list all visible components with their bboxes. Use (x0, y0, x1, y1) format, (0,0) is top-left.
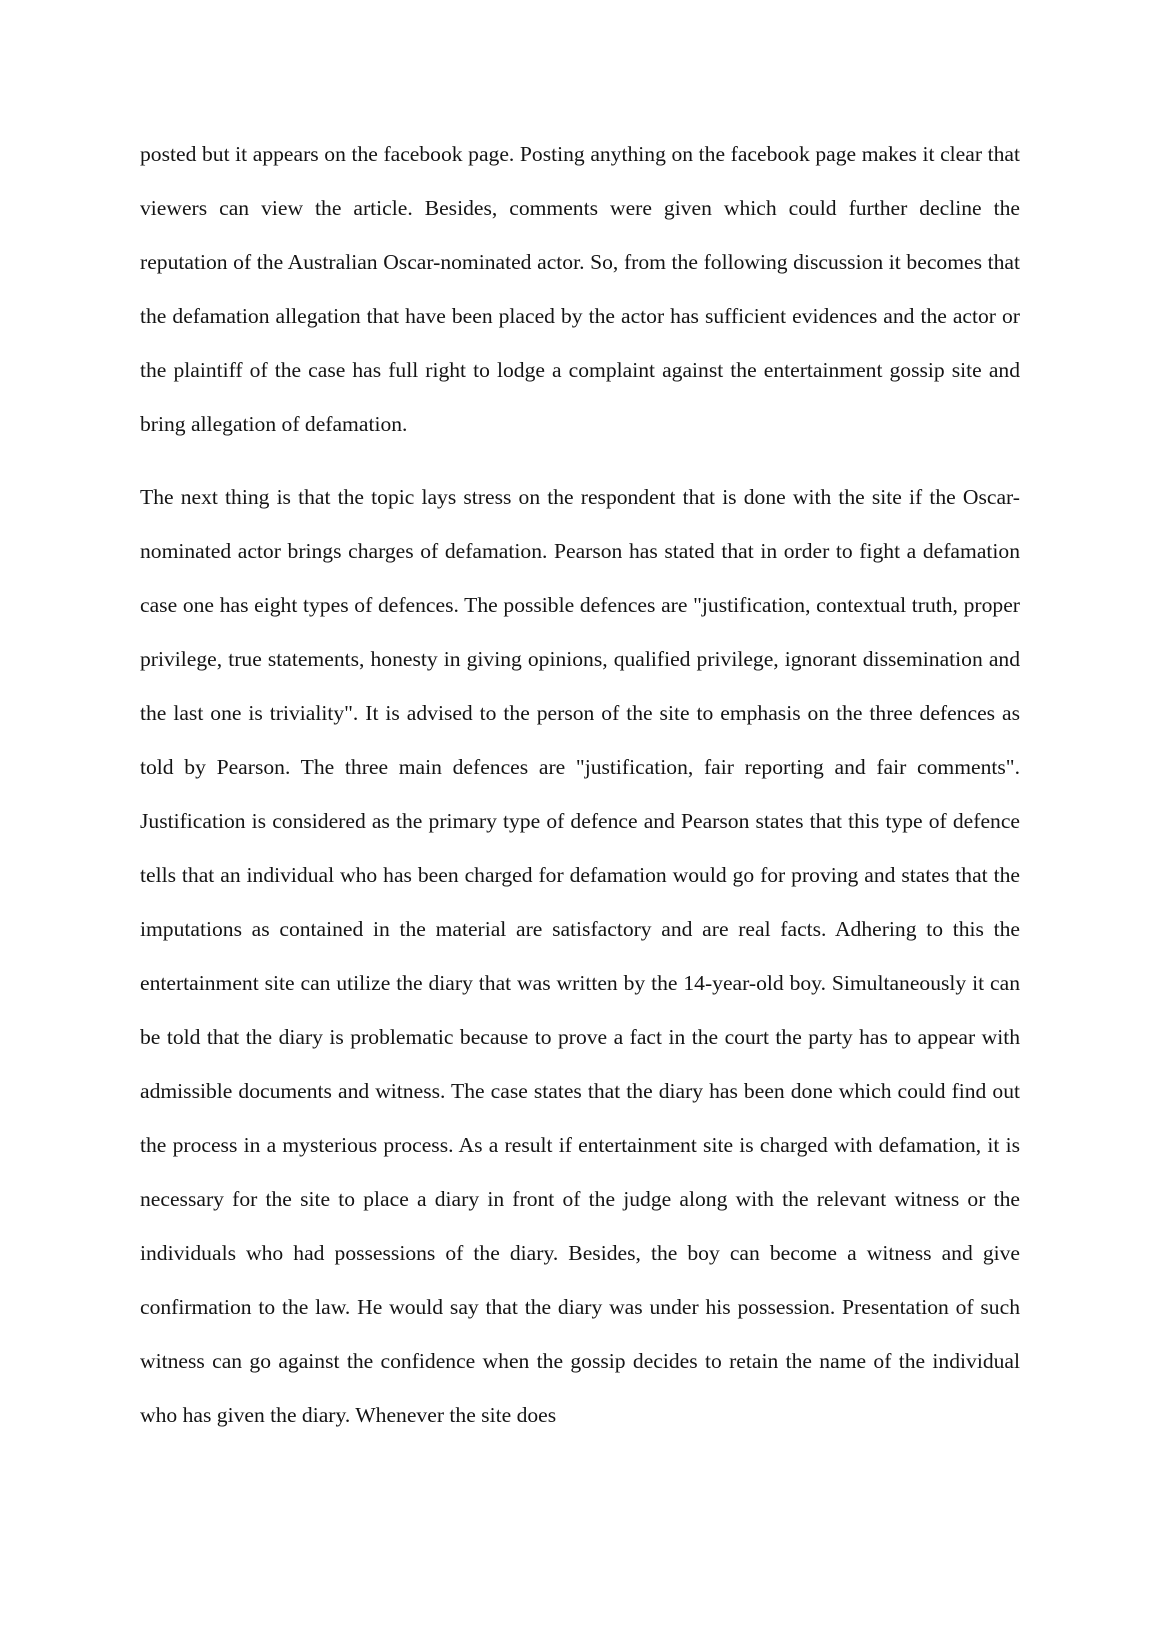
paragraph-defences: The next thing is that the topic lays stress on the respondent that is done with the site if the Oscar-nominated actor brings charges of defamation. Pearson has stated that in order to fight a defamation case one has eight types of defences. The possible defences are "justification, contextual truth, proper privilege, true statements, honesty in giving opinions, qualified privilege, ignorant dissemination and the last one is triviality". It is advised to the person of the site to emphasis on the three defences as told by Pearson. The three main defences are "justification, fair reporting and fair comments". Justification is considered as the primary type of defence and Pearson states that this type of defence tells that an individual who has been charged for defamation would go for proving and states that the imputations as contained in the material are satisfactory and are real facts. Adhering to this the entertainment site can utilize the diary that was written by the 14-year-old boy. Simultaneously it can be told that the diary is problematic because to prove a fact in the court the party has to appear with admissible documents and witness. The case states that the diary has been done which could find out the process in a mysterious process. As a result if entertainment site is charged with defamation, it is necessary for the site to place a diary in front of the judge along with the relevant witness or the individuals who had possessions of the diary. Besides, the boy can become a witness and give confirmation to the law. He would say that the diary was under his possession. Presentation of such witness can go against the confidence when the gossip decides to retain the name of the individual who has given the diary. Whenever the site does (140, 485, 1020, 1427)
paragraph-defamation-allegation: posted but it appears on the facebook page. Posting anything on the facebook page makes it clear that viewers can view the article. Besides, comments were given which could further decline the reputation of the Australian Oscar-nominated actor. So, from the following discussion it becomes that the defamation allegation that have been placed by the actor has sufficient evidences and the actor or the plaintiff of the case has full right to lodge a complaint against the entertainment gossip site and bring allegation of defamation. (140, 142, 1020, 436)
